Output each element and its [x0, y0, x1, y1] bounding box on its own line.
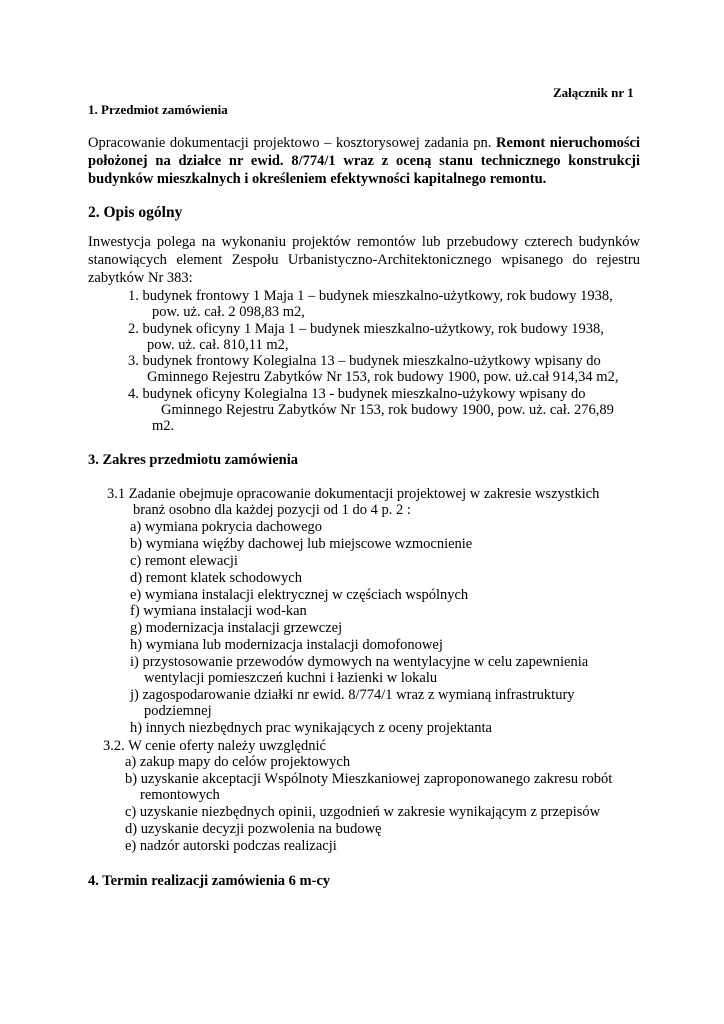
scope-item-a: a) wymiana pokrycia dachowego	[130, 519, 323, 535]
price-item-e: e) nadzór autorski podczas realizacji	[125, 838, 337, 854]
scope-item-h: h) wymiana lub modernizacja instalacji domofonowej	[130, 637, 443, 653]
building-item-4-line2: Gminnego Rejestru Zabytków Nr 153, rok budowy 1900, pow. uż. cał. 276,89	[161, 402, 614, 418]
section1-heading: 1. Przedmiot zamówienia	[88, 102, 228, 117]
price-item-d: d) uzyskanie decyzji pozwolenia na budowę	[125, 821, 382, 837]
point-3-1-line2: branż osobno dla każdej pozycji od 1 do 4 p. 2 :	[133, 502, 411, 518]
point-3-1-line1: 3.1 Zadanie obejmuje opracowanie dokumentacji projektowej w zakresie wszystkich	[107, 486, 600, 502]
scope-item-b: b) wymiana więźby dachowej lub miejscowe wzmocnienie	[130, 536, 473, 552]
scope-item-h-other: h) innych niezbędnych prac wynikających z oceny projektanta	[130, 720, 492, 736]
scope-item-f: f) wymiana instalacji wod-kan	[130, 603, 307, 619]
building-item-1-line2: pow. uż. cał. 2 098,83 m2,	[152, 304, 305, 320]
scope-item-j-line1: j) zagospodarowanie działki nr ewid. 8/774/1 wraz z wymianą infrastruktury	[130, 687, 575, 703]
price-item-c: c) uzyskanie niezbędnych opinii, uzgodnień w zakresie wynikającym z przepisów	[125, 804, 601, 820]
scope-item-d: d) remont klatek schodowych	[130, 570, 302, 586]
building-item-4-line1: 4. budynek oficyny Kolegialna 13 - budynek mieszkalno-użykowy wpisany do	[128, 386, 586, 402]
section2-line2: stanowiących element Zespołu Urbanistyczno-Architektonicznego wpisanego do rejestru	[88, 252, 640, 268]
building-item-2-line1: 2. budynek oficyny 1 Maja 1 – budynek mieszkalno-użytkowy, rok budowy 1938,	[128, 321, 604, 337]
section1-bold-line2: położonej na działce nr ewid. 8/774/1 wraz z oceną stanu technicznego konstrukcji	[88, 153, 640, 169]
scope-item-j-line2: podziemnej	[144, 703, 212, 719]
section4-heading: 4. Termin realizacji zamówienia 6 m-cy	[88, 873, 331, 889]
attachment-label: Załącznik nr 1	[553, 85, 634, 100]
building-item-1-line1: 1. budynek frontowy 1 Maja 1 – budynek mieszkalno-użytkowy, rok budowy 1938,	[128, 288, 613, 304]
scope-item-g: g) modernizacja instalacji grzewczej	[130, 620, 343, 636]
price-item-b-line1: b) uzyskanie akceptacji Wspólnoty Mieszkaniowej zaproponowanego zakresu robót	[125, 771, 613, 787]
section2-paragraph	[88, 234, 640, 286]
building-item-3-line2: Gminnego Rejestru Zabytków Nr 153, rok budowy 1900, pow. uż.cał 914,34 m2,	[147, 369, 619, 385]
building-item-2-line2: pow. uż. cał. 810,11 m2,	[147, 337, 289, 353]
section2-line3: zabytków Nr 383:	[88, 270, 193, 286]
price-item-b-line2: remontowych	[140, 787, 220, 803]
section3-heading: 3. Zakres przedmiotu zamówienia	[88, 452, 298, 468]
section1-line1	[88, 135, 640, 151]
scope-item-i-line2: wentylacji pomieszczeń kuchni i łazienki w lokalu	[144, 670, 438, 686]
scope-item-i-line1: i) przystosowanie przewodów dymowych na wentylacyjne w celu zapewnienia	[130, 654, 589, 670]
point-3-2-heading: 3.2. W cenie oferty należy uwzględnić	[103, 738, 326, 754]
section1-bold-line1: Remont nieruchomości	[496, 135, 641, 151]
price-item-a: a) zakup mapy do celów projektowych	[125, 754, 351, 770]
section2-heading: 2. Opis ogólny	[88, 204, 183, 221]
building-item-4-line3: m2.	[152, 418, 175, 434]
building-item-3-line1: 3. budynek frontowy Kolegialna 13 – budynek mieszkalno-użytkowy wpisany do	[128, 353, 601, 369]
scope-item-e: e) wymiana instalacji elektrycznej w częściach wspólnych	[130, 587, 469, 603]
section2-line1: Inwestycja polega na wykonaniu projektów remontów lub przebudowy czterech budynków	[88, 234, 640, 250]
section1-paragraph	[88, 135, 640, 187]
section1-bold-line3: budynków mieszkalnych i określeniem efektywności kapitalnego remontu.	[88, 171, 547, 187]
scope-item-c: c) remont elewacji	[130, 553, 238, 569]
section1-intro: Opracowanie dokumentacji projektowo – kosztorysowej zadania pn.	[88, 135, 492, 151]
